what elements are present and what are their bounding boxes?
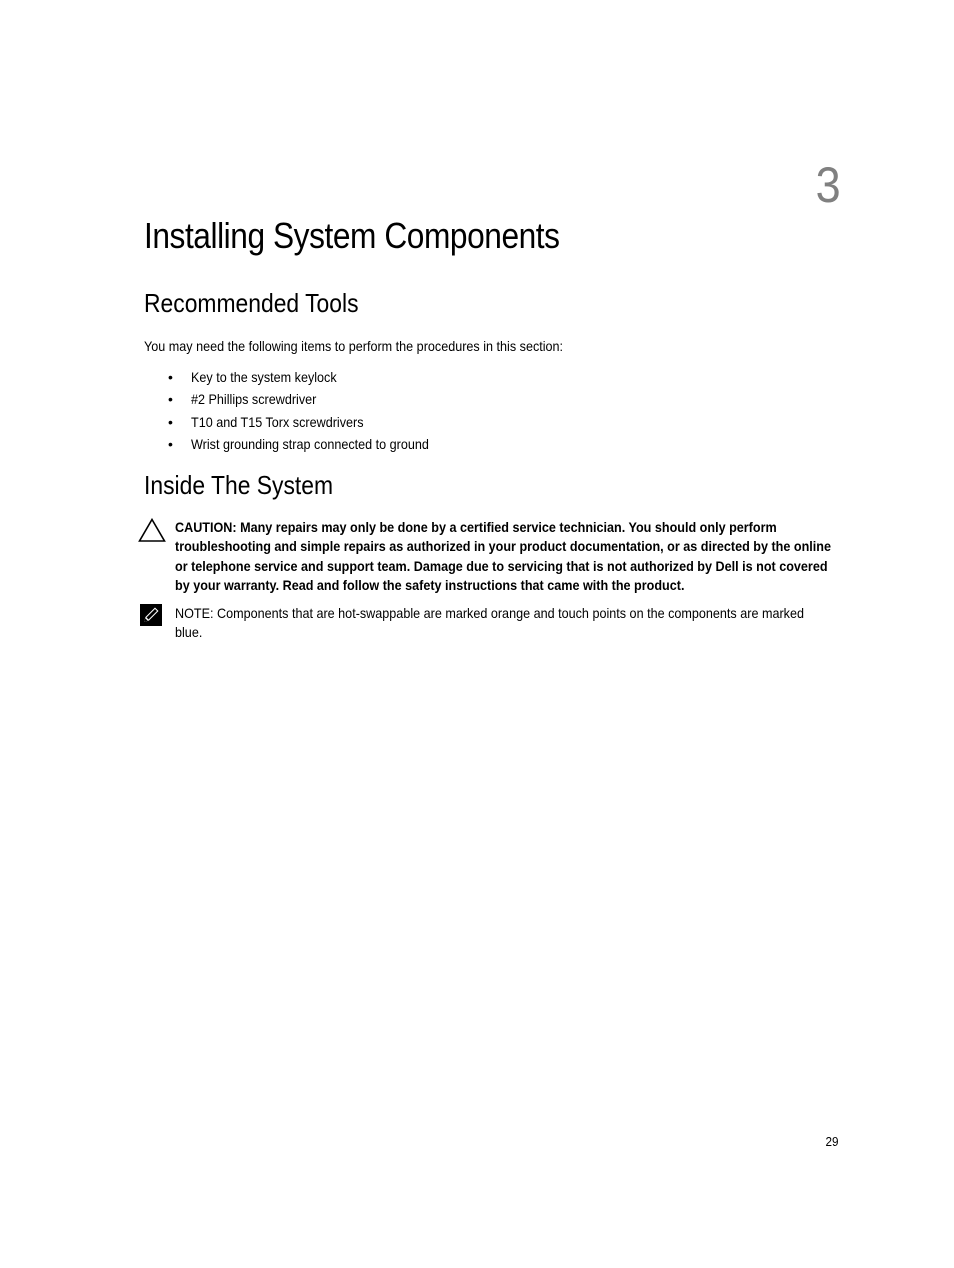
- chapter-number: 3: [815, 157, 840, 213]
- list-item-text: Key to the system keylock: [191, 369, 337, 385]
- section-heading-recommended-tools: Recommended Tools: [144, 288, 359, 318]
- tools-intro: You may need the following items to perform the procedures in this section:: [144, 338, 564, 354]
- list-item-text: #2 Phillips screwdriver: [191, 391, 317, 408]
- list-item-text: T10 and T15 Torx screwdrivers: [191, 413, 364, 430]
- note-pencil-icon: [140, 604, 162, 631]
- note-body: Components that are hot-swappable are marked orange and touch points on the components are marked blue.: [175, 605, 804, 641]
- bullet: •: [168, 369, 173, 385]
- note-text: [175, 604, 832, 643]
- caution-body: Many repairs may only be done by a certified service technician. You should only perform troubleshooting and simple repairs as authorized in your product documentation, or as directed by the online or telephone service and support team. Damage due to servicing that is not authorized by Dell is not covered by your warranty. Read and follow the safety instructions that came with the product.: [175, 519, 831, 593]
- list-item-text: Wrist grounding strap connected to ground: [191, 436, 429, 453]
- page-number: 29: [824, 1134, 838, 1149]
- bullet: •: [168, 413, 173, 430]
- caution-triangle-icon: [138, 518, 166, 548]
- section-heading-inside-the-system: Inside The System: [144, 470, 334, 500]
- caution-label: CAUTION:: [175, 519, 237, 535]
- bullet: •: [168, 436, 173, 453]
- bullet: •: [168, 391, 173, 408]
- chapter-title: Installing System Components: [144, 215, 560, 256]
- caution-text: [175, 518, 832, 595]
- note-label: NOTE:: [175, 605, 214, 621]
